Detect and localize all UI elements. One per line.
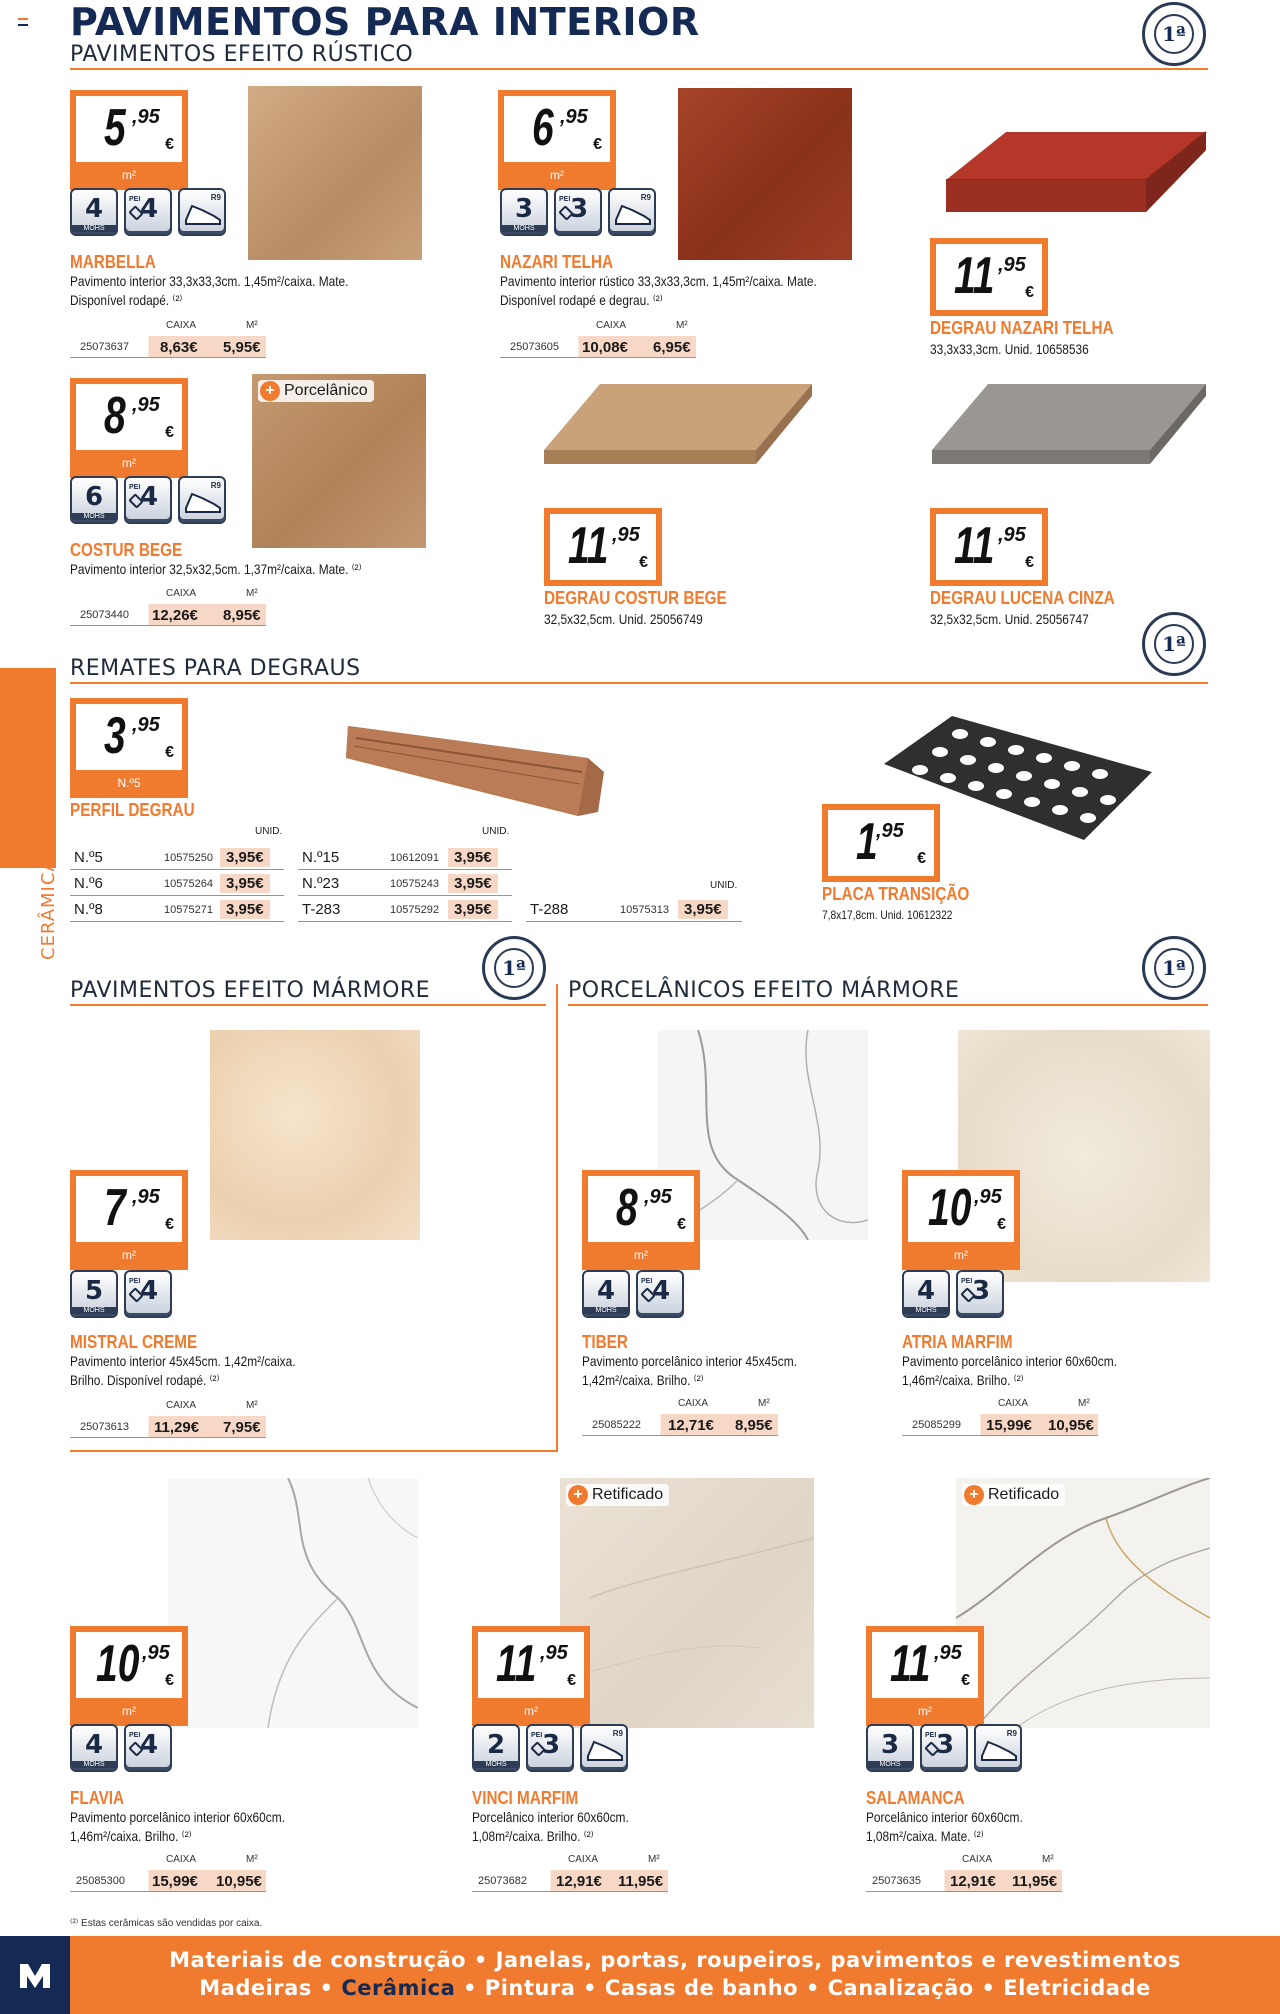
- pei-badge: PEI 4: [124, 1724, 172, 1772]
- product-desc2-mistral: Brilho. Disponível rodapé. ⁽²⁾: [70, 1372, 220, 1388]
- price-table-nazari: CAIXA M² 25073605 10,08€ 6,95€: [500, 320, 696, 360]
- price-tag-atria: 10 ,95 € m²: [902, 1170, 1020, 1270]
- slip-resistance-shoe-icon: R9: [608, 188, 656, 236]
- price-tag-degrau-nazari: 11 ,95 €: [930, 238, 1048, 316]
- product-name-perfil: PERFIL DEGRAU: [70, 800, 195, 820]
- divider: [70, 682, 1208, 684]
- badges-costur: [70, 476, 226, 524]
- product-desc-vinci: Porcelânico interior 60x60cm.: [472, 1809, 629, 1825]
- pei-badge: PEI 4: [636, 1270, 684, 1318]
- product-name-vinci: VINCI MARFIM: [472, 1788, 579, 1808]
- price-tag-degrau-costur: 11 ,95 €: [544, 508, 662, 586]
- product-name-placa: PLACA TRANSIÇÃO: [822, 884, 970, 904]
- badges-marbella: [70, 188, 226, 236]
- footer-active-category[interactable]: Cerâmica: [341, 1976, 456, 2000]
- product-desc-tiber: Pavimento porcelânico interior 45x45cm.: [582, 1353, 797, 1369]
- divider: [70, 1004, 546, 1006]
- table-row: N.º23 10575243 3,95€: [298, 872, 512, 896]
- section-title-rustico: PAVIMENTOS EFEITO RÚSTICO: [70, 42, 414, 67]
- product-desc2-tiber: 1,42m²/caixa. Brilho. ⁽²⁾: [582, 1372, 704, 1388]
- badges-atria: [902, 1270, 1004, 1318]
- badges-flavia: [70, 1724, 172, 1772]
- section-title-marmore: PAVIMENTOS EFEITO MÁRMORE: [70, 978, 431, 1003]
- table-row: T-283 10575292 3,95€: [298, 898, 512, 922]
- side-tab: [0, 668, 56, 868]
- product-desc-marbella: Pavimento interior 33,3x33,3cm. 1,45m²/caixa. Mate.: [70, 273, 349, 289]
- quality-seal-icon: 1ª: [1142, 2, 1206, 66]
- side-label: CERÂMICA: [38, 858, 59, 960]
- mohs-badge: 4 MOHS: [70, 1724, 118, 1772]
- footer-bar: [0, 1936, 1280, 2014]
- tile-image-perfil: [342, 712, 614, 822]
- price-table-costur: CAIXA M² 25073440 12,26€ 8,95€: [70, 588, 266, 628]
- quality-seal-icon: 1ª: [482, 936, 546, 1000]
- price-table-perfil: UNID. UNID. UNID. N.º5 10575250 3,95€ N.º6 10575264 3,95€ N.º8 10575271 3,95€ N.º15 10612091 3,95€ N.º23 10575243 3,95€ T-283 10575292 3,95€ T-288 10575313 3,95€: [70, 826, 750, 926]
- price-tag-vinci: 11 ,95 € m²: [472, 1626, 590, 1726]
- slip-resistance-shoe-icon: R9: [178, 476, 226, 524]
- divider: [556, 984, 558, 1452]
- badges-salamanca: [866, 1724, 1022, 1772]
- retificado-badge: + Retificado: [566, 1484, 669, 1506]
- slip-resistance-shoe-icon: R9: [178, 188, 226, 236]
- divider: [70, 1450, 558, 1452]
- brand-logo[interactable]: [0, 1936, 70, 2014]
- mohs-badge: 3 MOHS: [866, 1724, 914, 1772]
- pei-badge: PEI 3: [526, 1724, 574, 1772]
- section-title-porcelanicos: PORCELÂNICOS EFEITO MÁRMORE: [568, 978, 960, 1003]
- product-desc-flavia: Pavimento porcelânico interior 60x60cm.: [70, 1809, 285, 1825]
- product-desc2-nazari: Disponível rodapé e degrau. ⁽²⁾: [500, 292, 663, 308]
- mohs-badge: 2 MOHS: [472, 1724, 520, 1772]
- product-desc-atria: Pavimento porcelânico interior 60x60cm.: [902, 1353, 1117, 1369]
- tile-image-nazari: [678, 88, 852, 260]
- tile-image-degrau-lucena: [928, 380, 1210, 470]
- product-desc2-salamanca: 1,08m²/caixa. Mate. ⁽²⁾: [866, 1828, 984, 1844]
- product-desc2-flavia: 1,46m²/caixa. Brilho. ⁽²⁾: [70, 1828, 192, 1844]
- pei-badge: PEI 3: [554, 188, 602, 236]
- price-tag-placa: 1 ,95 €: [822, 804, 940, 882]
- product-desc-costur: Pavimento interior 32,5x32,5cm. 1,37m²/caixa. Mate. ⁽²⁾: [70, 561, 362, 577]
- footer-categories-line2: Madeiras • Cerâmica • Pintura • Casas de banho • Canalização • Eletricidade: [199, 1976, 1151, 2000]
- tile-image-vinci: [560, 1478, 814, 1728]
- pei-badge: PEI 4: [124, 188, 172, 236]
- plus-icon: +: [568, 1485, 588, 1505]
- pei-badge: PEI 3: [956, 1270, 1004, 1318]
- page-title: PAVIMENTOS PARA INTERIOR: [70, 0, 700, 44]
- product-desc-nazari: Pavimento interior rústico 33,3x33,3cm. 1,45m²/caixa. Mate.: [500, 273, 817, 289]
- mohs-badge: 4 MOHS: [902, 1270, 950, 1318]
- table-row: N.º6 10575264 3,95€: [70, 872, 284, 896]
- price-table-vinci: CAIXA M² 25073682 12,91€ 11,95€: [472, 1854, 668, 1894]
- quality-seal-icon: 1ª: [1142, 612, 1206, 676]
- product-desc-degrau-costur: 32,5x32,5cm. Unid. 25056749: [544, 611, 703, 627]
- menu-icon[interactable]: [18, 18, 28, 26]
- product-desc-placa: 7,8x17,8cm. Unid. 10612322: [822, 908, 953, 922]
- tile-image-degrau-costur: [540, 380, 816, 470]
- product-desc-salamanca: Porcelânico interior 60x60cm.: [866, 1809, 1023, 1825]
- table-row: N.º8 10575271 3,95€: [70, 898, 284, 922]
- product-desc-mistral: Pavimento interior 45x45cm. 1,42m²/caixa.: [70, 1353, 296, 1369]
- tile-image-mistral: [210, 1030, 420, 1240]
- product-desc2-marbella: Disponível rodapé. ⁽²⁾: [70, 292, 183, 308]
- product-name-degrau-costur: DEGRAU COSTUR BEGE: [544, 588, 727, 608]
- product-desc2-vinci: 1,08m²/caixa. Brilho. ⁽²⁾: [472, 1828, 594, 1844]
- tile-image-marbella: [248, 86, 422, 260]
- plus-icon: +: [260, 381, 280, 401]
- price-tag-degrau-lucena: 11 ,95 €: [930, 508, 1048, 586]
- product-name-flavia: FLAVIA: [70, 1788, 125, 1808]
- price-table-marbella: CAIXA M² 25073637 8,63€ 5,95€: [70, 320, 266, 360]
- price-tag-marbella: 5 ,95 € m²: [70, 90, 188, 190]
- product-name-salamanca: SALAMANCA: [866, 1788, 965, 1808]
- price-tag-flavia: 10 ,95 € m²: [70, 1626, 188, 1726]
- mohs-badge: 5 MOHS: [70, 1270, 118, 1318]
- badges-vinci: [472, 1724, 628, 1772]
- table-row: N.º5 10575250 3,95€: [70, 846, 284, 870]
- mohs-badge: 4 MOHS: [70, 188, 118, 236]
- product-name-nazari: NAZARI TELHA: [500, 252, 614, 272]
- price-table-tiber: CAIXA M² 25085222 12,71€ 8,95€: [582, 1398, 778, 1438]
- retificado-badge: + Retificado: [962, 1484, 1065, 1506]
- product-desc2-atria: 1,46m²/caixa. Brilho. ⁽²⁾: [902, 1372, 1024, 1388]
- slip-resistance-shoe-icon: R9: [580, 1724, 628, 1772]
- product-name-tiber: TIBER: [582, 1332, 628, 1352]
- porcelanico-badge: + Porcelânico: [258, 380, 374, 402]
- price-table-atria: CAIXA M² 25085299 15,99€ 10,95€: [902, 1398, 1098, 1438]
- badges-nazari: [500, 188, 656, 236]
- pei-badge: PEI 4: [124, 476, 172, 524]
- pei-badge: PEI 4: [124, 1270, 172, 1318]
- price-tag-salamanca: 11 ,95 € m²: [866, 1626, 984, 1726]
- product-name-mistral: MISTRAL CREME: [70, 1332, 198, 1352]
- price-table-flavia: CAIXA M² 25085300 15,99€ 10,95€: [70, 1854, 266, 1894]
- footnote: ⁽²⁾ Estas cerâmicas são vendidas por caixa.: [70, 1918, 263, 1929]
- logo-m-icon: [18, 1960, 52, 1990]
- mohs-badge: 6 MOHS: [70, 476, 118, 524]
- plus-icon: +: [964, 1485, 984, 1505]
- table-row: N.º15 10612091 3,95€: [298, 846, 512, 870]
- section-title-remates: REMATES PARA DEGRAUS: [70, 656, 361, 681]
- tile-image-flavia: [168, 1478, 418, 1728]
- price-tag-nazari: 6 ,95 € m²: [498, 90, 616, 190]
- product-name-marbella: MARBELLA: [70, 252, 156, 272]
- price-tag-costur: 8 ,95 € m²: [70, 378, 188, 478]
- table-row: T-288 10575313 3,95€: [526, 898, 742, 922]
- pei-badge: PEI 3: [920, 1724, 968, 1772]
- product-name-atria: ATRIA MARFIM: [902, 1332, 1013, 1352]
- product-name-degrau-nazari: DEGRAU NAZARI TELHA: [930, 318, 1114, 338]
- product-desc-degrau-lucena: 32,5x32,5cm. Unid. 25056747: [930, 611, 1089, 627]
- slip-resistance-shoe-icon: R9: [974, 1724, 1022, 1772]
- price-table-mistral: CAIXA M² 25073613 11,29€ 7,95€: [70, 1400, 266, 1440]
- mohs-badge: 4 MOHS: [582, 1270, 630, 1318]
- divider: [568, 1004, 1208, 1006]
- mohs-badge: 3 MOHS: [500, 188, 548, 236]
- badges-tiber: [582, 1270, 684, 1318]
- product-name-degrau-lucena: DEGRAU LUCENA CINZA: [930, 588, 1115, 608]
- price-tag-tiber: 8 ,95 € m²: [582, 1170, 700, 1270]
- badges-mistral: [70, 1270, 172, 1318]
- quality-seal-icon: 1ª: [1142, 936, 1206, 1000]
- divider: [70, 68, 1208, 70]
- price-tag-perfil: 3 ,95 € N.º5: [70, 698, 188, 798]
- product-name-costur: COSTUR BEGE: [70, 540, 183, 560]
- price-tag-mistral: 7 ,95 € m²: [70, 1170, 188, 1270]
- tile-image-degrau-nazari: [936, 120, 1210, 240]
- product-desc-degrau-nazari: 33,3x33,3cm. Unid. 10658536: [930, 341, 1089, 357]
- tile-image-salamanca: [956, 1478, 1210, 1728]
- footer-categories-line1: Materiais de construção • Janelas, portas, roupeiros, pavimentos e revestimentos: [169, 1948, 1181, 1972]
- price-table-salamanca: CAIXA M² 25073635 12,91€ 11,95€: [866, 1854, 1062, 1894]
